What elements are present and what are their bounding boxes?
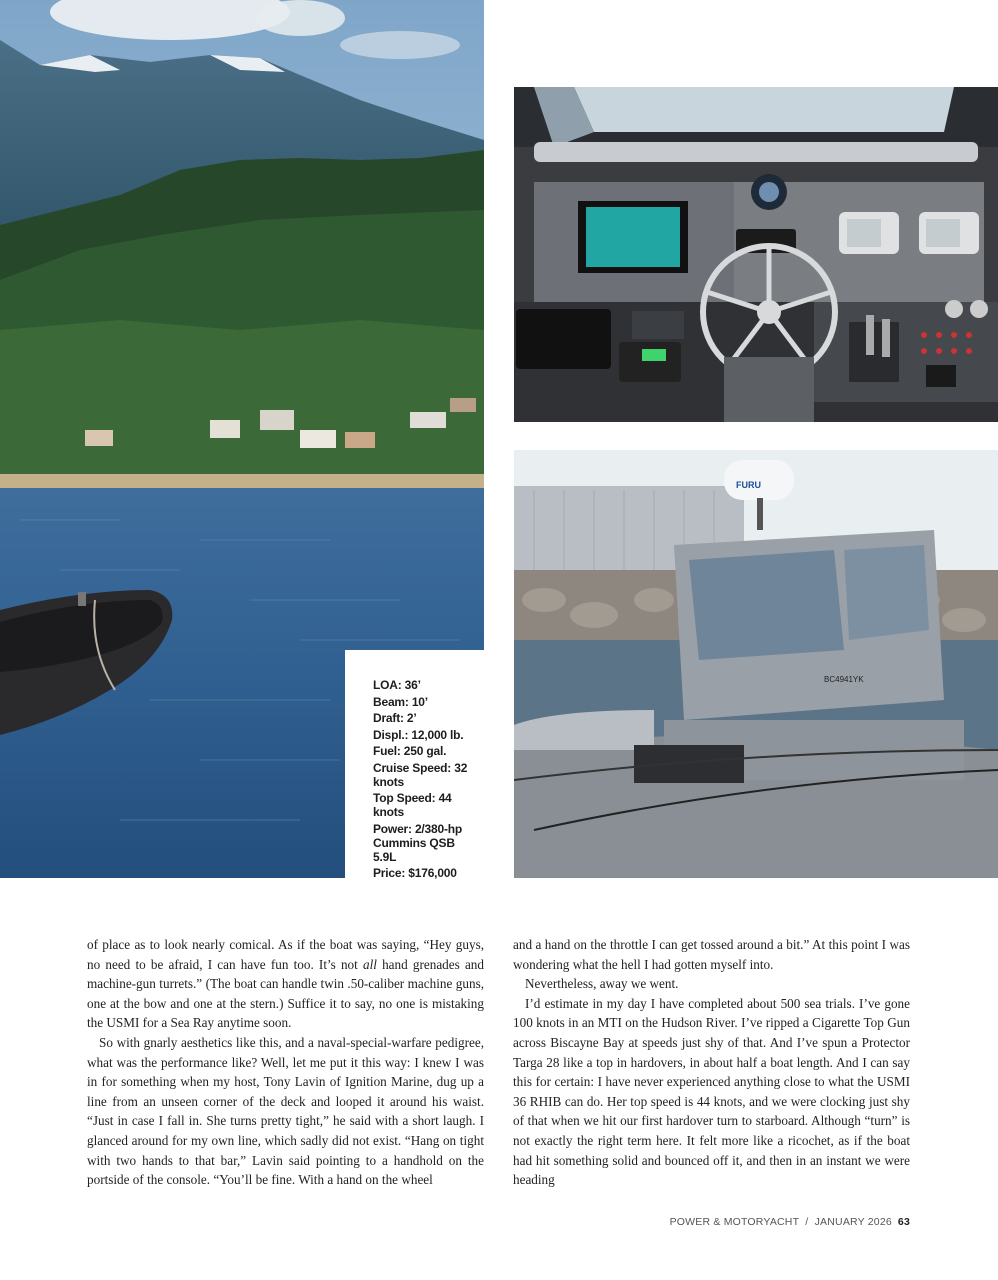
spec-displacement: Displ.: 12,000 lb. xyxy=(373,727,464,742)
helm-console-photo xyxy=(514,87,998,422)
paragraph: So with gnarly aesthetics like this, and a naval-special-warfare pedigree, what was the performance like? Well, let me put it this way: I knew I was in for something when my host, Tony Lavin of Ignition Marine, dug up a line from an unseen corner of the deck and looped it around his waist. “Just in case I fall in. She turns pretty tight,” he said with a short laugh. I glanced around for my own line, which sadly did not exist. “Hang on tight with two hands to that bar,” Lavin said pointing to a handhold on the portside of the console. “You’ll be fine. With a hand on the wheel xyxy=(87,1034,484,1188)
paragraph: and a hand on the throttle I can get tossed around a bit.” At this point I was wondering what the hell I had gotten myself into. xyxy=(513,937,910,972)
spec-power: Power: 2/380-hp Cummins QSB 5.9L xyxy=(373,821,463,864)
page-number: 63 xyxy=(897,1216,910,1228)
paragraph: Nevertheless, away we went. xyxy=(525,976,679,992)
paragraph: of place as to look nearly comical. As if the boat was saying, “Hey guys, no need to be afraid, I can have fun too. It’s not all hand grenades and machine-gun turrets.” (The boat can handle twin .50-caliber machine guns, one at the bow and one at the stern.) Suffice it to say, no one is mistaking the USMI for a Sea Ray anytime soon. xyxy=(87,937,484,1031)
publication-issue: POWER & MOTORYACHT / JANUARY 2026 xyxy=(669,1216,892,1228)
spec-top-speed: Top Speed: 44 knots xyxy=(373,791,452,819)
spec-loa: LOA: 36’ xyxy=(373,678,421,692)
article-column-right xyxy=(513,935,910,1190)
page-folio xyxy=(560,1216,910,1228)
spec-cruise-speed: Cruise Speed: 32 knots xyxy=(373,760,468,789)
spec-beam: Beam: 10’ xyxy=(373,694,428,709)
article-column-left xyxy=(87,935,484,1190)
spec-draft: Draft: 2’ xyxy=(373,711,417,725)
spec-price: Price: $176,000 xyxy=(373,866,457,880)
spec-box xyxy=(345,650,485,878)
rhib-cabin-photo xyxy=(514,450,998,878)
paragraph: I’d estimate in my day I have completed about 500 sea trials. I’ve gone 100 knots in an MTI on the Hudson River. I’ve ripped a Cigarette Top Gun across Biscayne Bay at speeds just shy of that. And I’ve spun a Protector Targa 28 like a top in hardovers, in about half a boat length. And I can say this for certain: I have never experienced anything close to what the USMI 36 RHIB can do. Her top speed is 44 knots, and we were clocking just shy of that when we hit our first hardover turn to starboard. Although “turn” is not exactly the right term here. It felt more like a ricochet, as if the boat had hit something solid and bounced off it, and then in an instant we were heading xyxy=(513,995,910,1188)
spec-fuel: Fuel: 250 gal. xyxy=(373,744,447,758)
radome-logo-text: FURU xyxy=(736,480,761,490)
hull-number-text: BC4941YK xyxy=(824,675,864,684)
